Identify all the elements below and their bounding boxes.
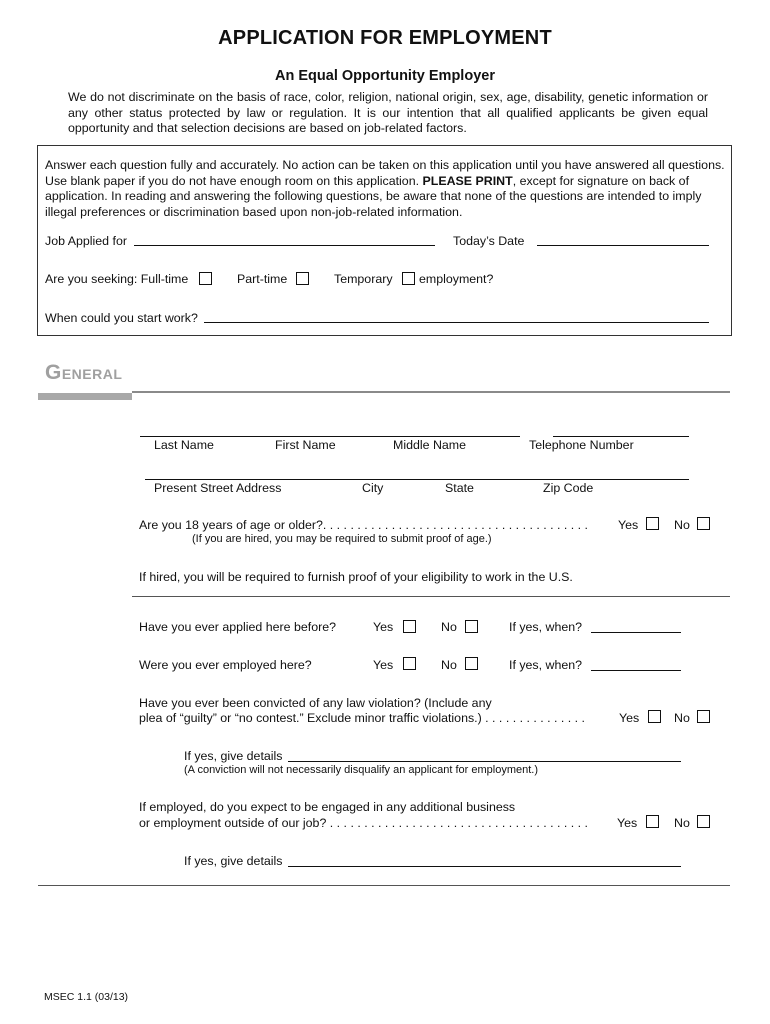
todays-date-label: Today’s Date <box>453 234 525 248</box>
conviction-yes-checkbox[interactable] <box>648 710 661 723</box>
section-rule <box>132 391 730 393</box>
applied-before-question: Have you ever applied here before? <box>139 620 337 634</box>
additional-no-checkbox[interactable] <box>697 815 710 828</box>
first-name-label: First Name <box>275 438 336 452</box>
bottom-divider <box>38 885 730 886</box>
conviction-note: (A conviction will not necessarily disqualify an applicant for employment.) <box>184 764 538 776</box>
telephone-label: Telephone Number <box>529 438 634 452</box>
name-field[interactable] <box>140 436 520 437</box>
additional-details-label: If yes, give details <box>184 854 283 868</box>
employed-no-checkbox[interactable] <box>465 657 478 670</box>
additional-business-question-line1: If employed, do you expect to be engaged in any additional business <box>139 800 516 814</box>
applied-yes-label: Yes <box>373 620 394 634</box>
employed-before-question: Were you ever employed here? <box>139 658 312 672</box>
please-print-emphasis: PLEASE PRINT <box>422 173 513 188</box>
employed-when-field[interactable] <box>591 670 681 671</box>
applied-no-checkbox[interactable] <box>465 620 478 633</box>
section-heading-general <box>45 361 122 385</box>
page-title: APPLICATION FOR EMPLOYMENT <box>218 27 552 49</box>
applied-when-label: If yes, when? <box>509 620 583 634</box>
applied-when-field[interactable] <box>591 632 681 633</box>
last-name-label: Last Name <box>154 438 214 452</box>
instructions-text-after: , except for signature on back of application. In reading and answering the following questions, be aware that none of the questions are intended to imply illegal preferences or discrimination based upon non-job-related information. <box>45 173 702 219</box>
age-question: Are you 18 years of age or older?. . . . . . . . . . . . . . . . . . . . . . . . . . . . . . . . . . . . . . . <box>139 518 588 532</box>
zip-code-label: Zip Code <box>543 481 594 495</box>
conviction-details-label: If yes, give details <box>184 749 283 763</box>
employed-when-label: If yes, when? <box>509 658 583 672</box>
applied-no-label: No <box>441 620 457 634</box>
age-no-label: No <box>674 518 690 532</box>
section-heading-rest: ENERAL <box>61 366 123 382</box>
form-code: MSEC 1.1 (03/13) <box>44 991 129 1003</box>
eligibility-note: If hired, you will be required to furnish proof of your eligibility to work in the U.S. <box>139 570 573 584</box>
age-no-checkbox[interactable] <box>697 517 710 530</box>
additional-business-question-line2: or employment outside of our job? . . . . . . . . . . . . . . . . . . . . . . . . . . . . . . . . . . . . . . <box>139 816 588 830</box>
middle-name-label: Middle Name <box>393 438 466 452</box>
job-applied-field[interactable] <box>134 245 435 246</box>
additional-details-field[interactable] <box>288 866 681 867</box>
full-time-checkbox[interactable] <box>199 272 212 285</box>
employed-no-label: No <box>441 658 457 672</box>
instructions-text-before: Answer each question fully and accurately. No action can be taken on this application until you have answered all questions. Use blank paper if you do not have enough room on this application. <box>45 158 725 188</box>
part-time-checkbox[interactable] <box>296 272 309 285</box>
section-accent-bar <box>38 393 132 400</box>
conviction-yes-label: Yes <box>619 711 640 725</box>
section-heading-initial: G <box>45 361 62 384</box>
seeking-label: Are you seeking: Full-time <box>45 272 189 286</box>
address-field[interactable] <box>145 479 689 480</box>
applied-yes-checkbox[interactable] <box>403 620 416 633</box>
city-label: City <box>362 481 384 495</box>
age-note: (If you are hired, you may be required to submit proof of age.) <box>192 533 492 545</box>
employment-label: employment? <box>419 272 494 286</box>
street-address-label: Present Street Address <box>154 481 282 495</box>
temporary-label: Temporary <box>334 272 393 286</box>
start-work-label: When could you start work? <box>45 311 198 325</box>
todays-date-field[interactable] <box>537 245 709 246</box>
section-divider <box>132 596 730 597</box>
conviction-question-line1: Have you ever been convicted of any law violation? (Include any <box>139 696 492 710</box>
telephone-field[interactable] <box>553 436 689 437</box>
part-time-label: Part-time <box>237 272 288 286</box>
employed-yes-label: Yes <box>373 658 394 672</box>
conviction-no-checkbox[interactable] <box>697 710 710 723</box>
additional-yes-label: Yes <box>617 816 638 830</box>
start-work-field[interactable] <box>204 322 709 323</box>
instructions-text <box>45 158 729 220</box>
state-label: State <box>445 481 474 495</box>
page-subtitle: An Equal Opportunity Employer <box>275 68 495 84</box>
age-yes-label: Yes <box>618 518 639 532</box>
eeo-statement: We do not discriminate on the basis of race, color, religion, national origin, sex, age, disability, genetic information or any other status protected by law or regulation. It is our intention that all qualified applicants be given equal opportunity and that selection decisions are based on job-related factors. <box>68 90 708 135</box>
age-yes-checkbox[interactable] <box>646 517 659 530</box>
additional-no-label: No <box>674 816 690 830</box>
additional-yes-checkbox[interactable] <box>646 815 659 828</box>
conviction-details-field[interactable] <box>288 761 681 762</box>
conviction-no-label: No <box>674 711 690 725</box>
conviction-question-line2: plea of “guilty” or “no contest.” Exclude minor traffic violations.) . . . . . . . . . . . . . . . <box>139 711 585 725</box>
temporary-checkbox[interactable] <box>402 272 415 285</box>
employed-yes-checkbox[interactable] <box>403 657 416 670</box>
job-applied-label: Job Applied for <box>45 234 127 248</box>
